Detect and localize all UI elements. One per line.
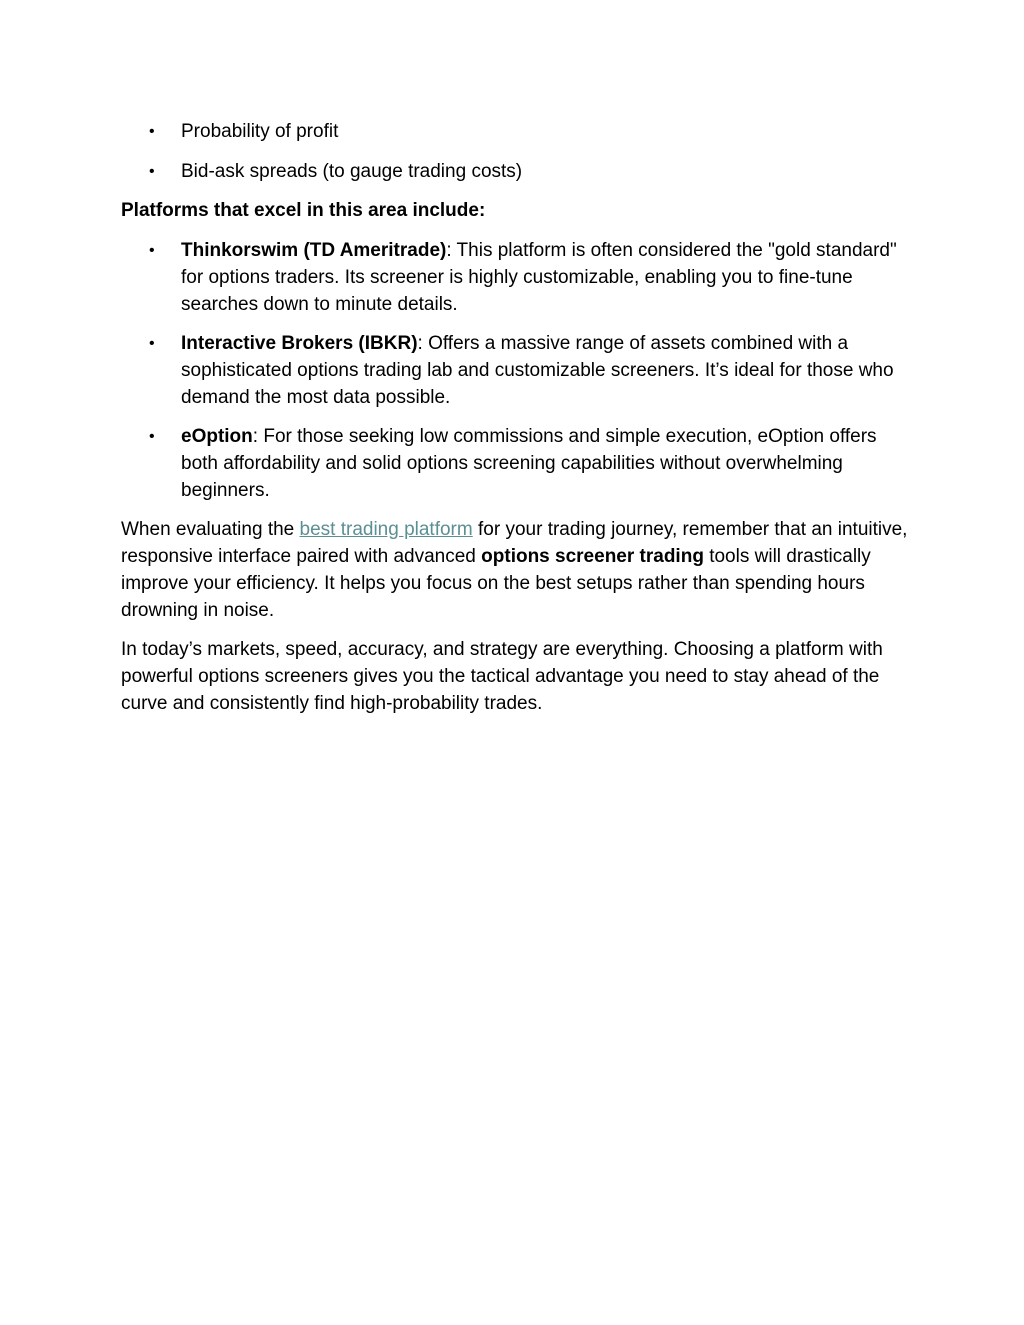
list-item	[121, 159, 911, 186]
list-item	[121, 119, 911, 146]
platform-description: : For those seeking low commissions and simple execution, eOption offers both affordability and solid options screening capabilities without overwhelming beginners.	[181, 426, 877, 501]
paragraph-bold-text: options screener trading	[481, 546, 704, 568]
platforms-heading: Platforms that excel in this area include:	[121, 200, 486, 222]
paragraph-text: for your trading journey, remember that an intuitive, responsive interface paired with advanced	[121, 519, 908, 568]
platform-name: Interactive Brokers (IBKR)	[181, 333, 418, 355]
evaluation-paragraph	[121, 517, 911, 624]
best-trading-platform-link[interactable]: best trading platform	[299, 519, 473, 541]
platform-description: : Offers a massive range of assets combined with a sophisticated options trading lab and customizable screeners. It’s ideal for those who demand the most data possible.	[181, 333, 894, 408]
conclusion-paragraph: In today’s markets, speed, accuracy, and strategy are everything. Choosing a platform with powerful options screeners gives you the tactical advantage you need to stay ahead of the curve and consistently find high-probability trades.	[121, 639, 883, 714]
platform-description: : This platform is often considered the "gold standard" for options traders. Its screener is highly customizable, enabling you to fine-tune searches down to minute details.	[181, 240, 897, 315]
platform-item	[121, 424, 911, 504]
bullet-icon: •	[149, 428, 155, 446]
criteria-list	[121, 119, 911, 185]
list-item-text: Probability of profit	[181, 121, 339, 142]
bullet-icon: •	[149, 335, 155, 353]
platform-name: eOption	[181, 426, 253, 448]
bullet-icon: •	[149, 242, 155, 260]
platform-name: Thinkorswim (TD Ameritrade)	[181, 240, 447, 262]
platform-item	[121, 331, 911, 411]
list-item-text: Bid-ask spreads (to gauge trading costs)	[181, 160, 523, 182]
paragraph-text: tools will drastically improve your efficiency. It helps you focus on the best setups rather than spending hours drowning in noise.	[121, 546, 871, 621]
paragraph-text: When evaluating the	[121, 519, 300, 541]
bullet-icon: •	[149, 123, 155, 140]
platform-item	[121, 238, 911, 318]
bullet-icon: •	[149, 162, 155, 180]
document-body	[121, 119, 911, 730]
platforms-list	[121, 238, 911, 504]
